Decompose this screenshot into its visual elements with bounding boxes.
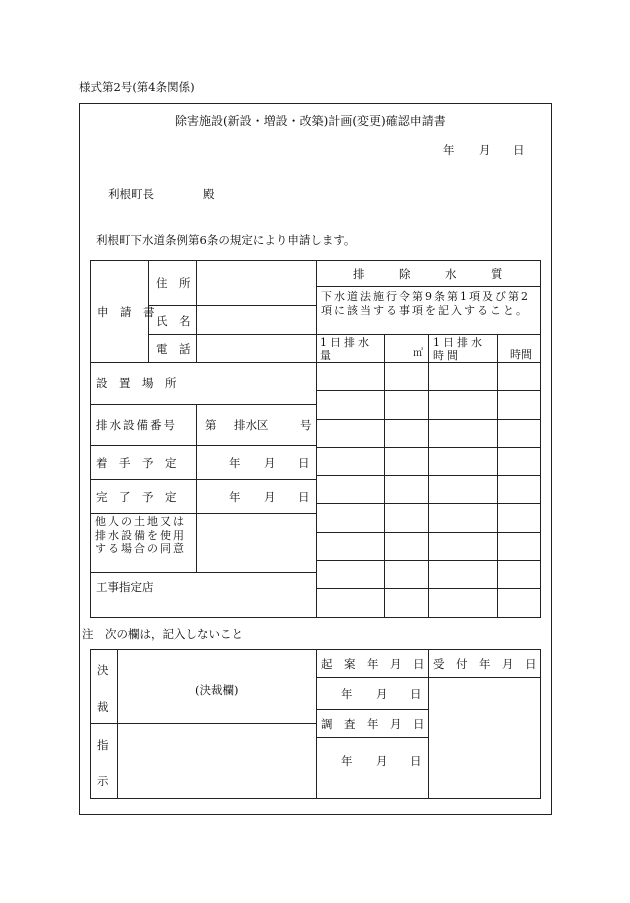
start-month: 月 (264, 456, 276, 470)
drainage-quality-description: 下水道法施行令第9条第1項及び第2項に該当する事項を記入すること。 (321, 290, 530, 317)
facility-number-go: 号 (300, 418, 312, 432)
consent-label: 他人の土地又は排水設備を使用する場合の同意 (95, 515, 186, 555)
line (90, 362, 316, 363)
frame-bottom (79, 814, 552, 815)
start-day: 日 (298, 456, 310, 470)
application-statement: 利根町下水道条例第6条の規定により申請します。 (96, 233, 356, 247)
line (316, 260, 317, 618)
draft-day: 日 (410, 687, 422, 701)
completion-day: 日 (298, 490, 310, 504)
line (90, 260, 91, 618)
start-label: 着 手 予 定 (96, 456, 177, 470)
line (316, 649, 317, 799)
daily-volume-unit: ㎥ (413, 348, 423, 359)
investigation-month: 月 (376, 754, 388, 768)
line (384, 334, 385, 618)
line (90, 723, 316, 724)
decision-label-2: 裁 (97, 700, 109, 714)
note-text: 注 次の欄は，記入しないこと (82, 627, 243, 641)
name-label: 氏 名 (156, 314, 191, 328)
completion-month: 月 (264, 490, 276, 504)
line (428, 334, 429, 618)
location-label: 設 置 場 所 (96, 376, 177, 390)
investigation-date-label: 調 査 年 月 日 (321, 717, 425, 731)
document-title: 除害施設(新設・増設・改築)計画(変更)確認申請書 (175, 114, 446, 128)
line (316, 737, 428, 738)
line (316, 709, 428, 710)
facility-number-dai: 第 (205, 418, 217, 432)
contractor-label: 工事指定店 (96, 580, 154, 594)
draft-date-label: 起 案 年 月 日 (321, 657, 425, 671)
draft-year: 年 (341, 687, 353, 701)
line (90, 513, 316, 514)
facility-number-district: 排水区 (234, 418, 269, 432)
line (148, 305, 316, 306)
decision-label-1: 決 (97, 663, 109, 677)
line (90, 479, 316, 480)
line (497, 334, 498, 618)
line (148, 334, 316, 335)
frame-right (551, 103, 552, 815)
start-year: 年 (229, 456, 241, 470)
line (428, 649, 429, 799)
line (117, 649, 118, 799)
line (90, 445, 316, 446)
addressee-honorific: 殿 (203, 187, 215, 201)
facility-number-label: 排水設備番号 (96, 418, 177, 432)
receipt-date-label: 受 付 年 月 日 (433, 657, 537, 671)
date-day: 日 (513, 143, 525, 157)
completion-year: 年 (229, 490, 241, 504)
draft-month: 月 (376, 687, 388, 701)
daily-volume-label: 1日排水量 (320, 336, 372, 362)
date-month: 月 (479, 143, 491, 157)
line (540, 260, 541, 618)
applicant-group-label: 申 請 書 (97, 305, 155, 319)
completion-label: 完 了 予 定 (96, 490, 177, 504)
addressee-name: 利根町長 (108, 187, 154, 201)
frame-left (79, 103, 80, 815)
instruction-label-1: 指 (97, 738, 109, 752)
form-number: 様式第2号(第4条関係) (79, 80, 195, 94)
line (196, 260, 197, 362)
line (196, 404, 197, 572)
date-year: 年 (443, 143, 455, 157)
line (316, 286, 541, 287)
address-label: 住 所 (156, 276, 191, 290)
line (90, 404, 316, 405)
decision-field: (決裁欄) (195, 683, 239, 697)
line (90, 572, 316, 573)
instruction-label-2: 示 (97, 774, 109, 788)
investigation-day: 日 (410, 754, 422, 768)
frame-top (79, 103, 552, 104)
line (90, 649, 91, 799)
daily-hours-unit: 時間 (510, 348, 532, 361)
drainage-quality-header: 排 除 水 質 (353, 267, 503, 281)
investigation-year: 年 (341, 754, 353, 768)
line (540, 649, 541, 799)
daily-hours-label: 1日排水時間 (433, 336, 485, 362)
phone-label: 電 話 (156, 342, 191, 356)
